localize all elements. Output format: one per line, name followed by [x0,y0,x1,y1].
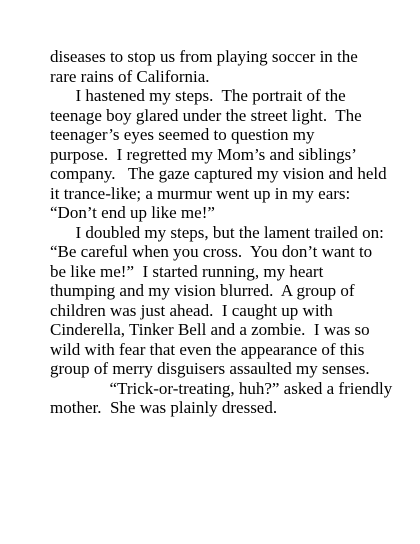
text-line: teenager’s eyes seemed to question my [50,125,315,144]
text-line: purpose. I regretted my Mom’s and siblings’ [50,144,357,164]
text-line: wild with fear that even the appearance of this [50,339,365,359]
text-line: I doubled my steps, but the lament trailed on: [50,222,384,242]
text-line: thumping and my vision blurred. A group of [50,281,355,300]
text-line: group of merry disguisers assaulted my senses. [50,359,370,378]
text-line: “Don’t end up like me!” [50,203,215,222]
text-line: “Trick-or-treating, huh?” asked a friendly [50,378,393,398]
text-line: I hastened my steps. The portrait of the [50,86,346,105]
text-line: rare rains of California. [50,66,210,86]
text-line: be like me!” I started running, my heart [50,261,324,281]
text-line: company. The gaze captured my vision and held [50,164,387,183]
text-line: “Be careful when you cross. You don’t want to [50,242,373,261]
text-line: teenage boy glared under the street light. The [50,105,362,125]
body-text [50,47,393,418]
text-line: diseases to stop us from playing soccer in the [50,47,358,66]
text-line: Cinderella, Tinker Bell and a zombie. I was so [50,320,370,339]
text-line: it trance-like; a murmur went up in my ears: [50,183,351,203]
text-line: children was just ahead. I caught up with [50,300,333,320]
text-line: mother. She was plainly dressed. [50,398,278,417]
